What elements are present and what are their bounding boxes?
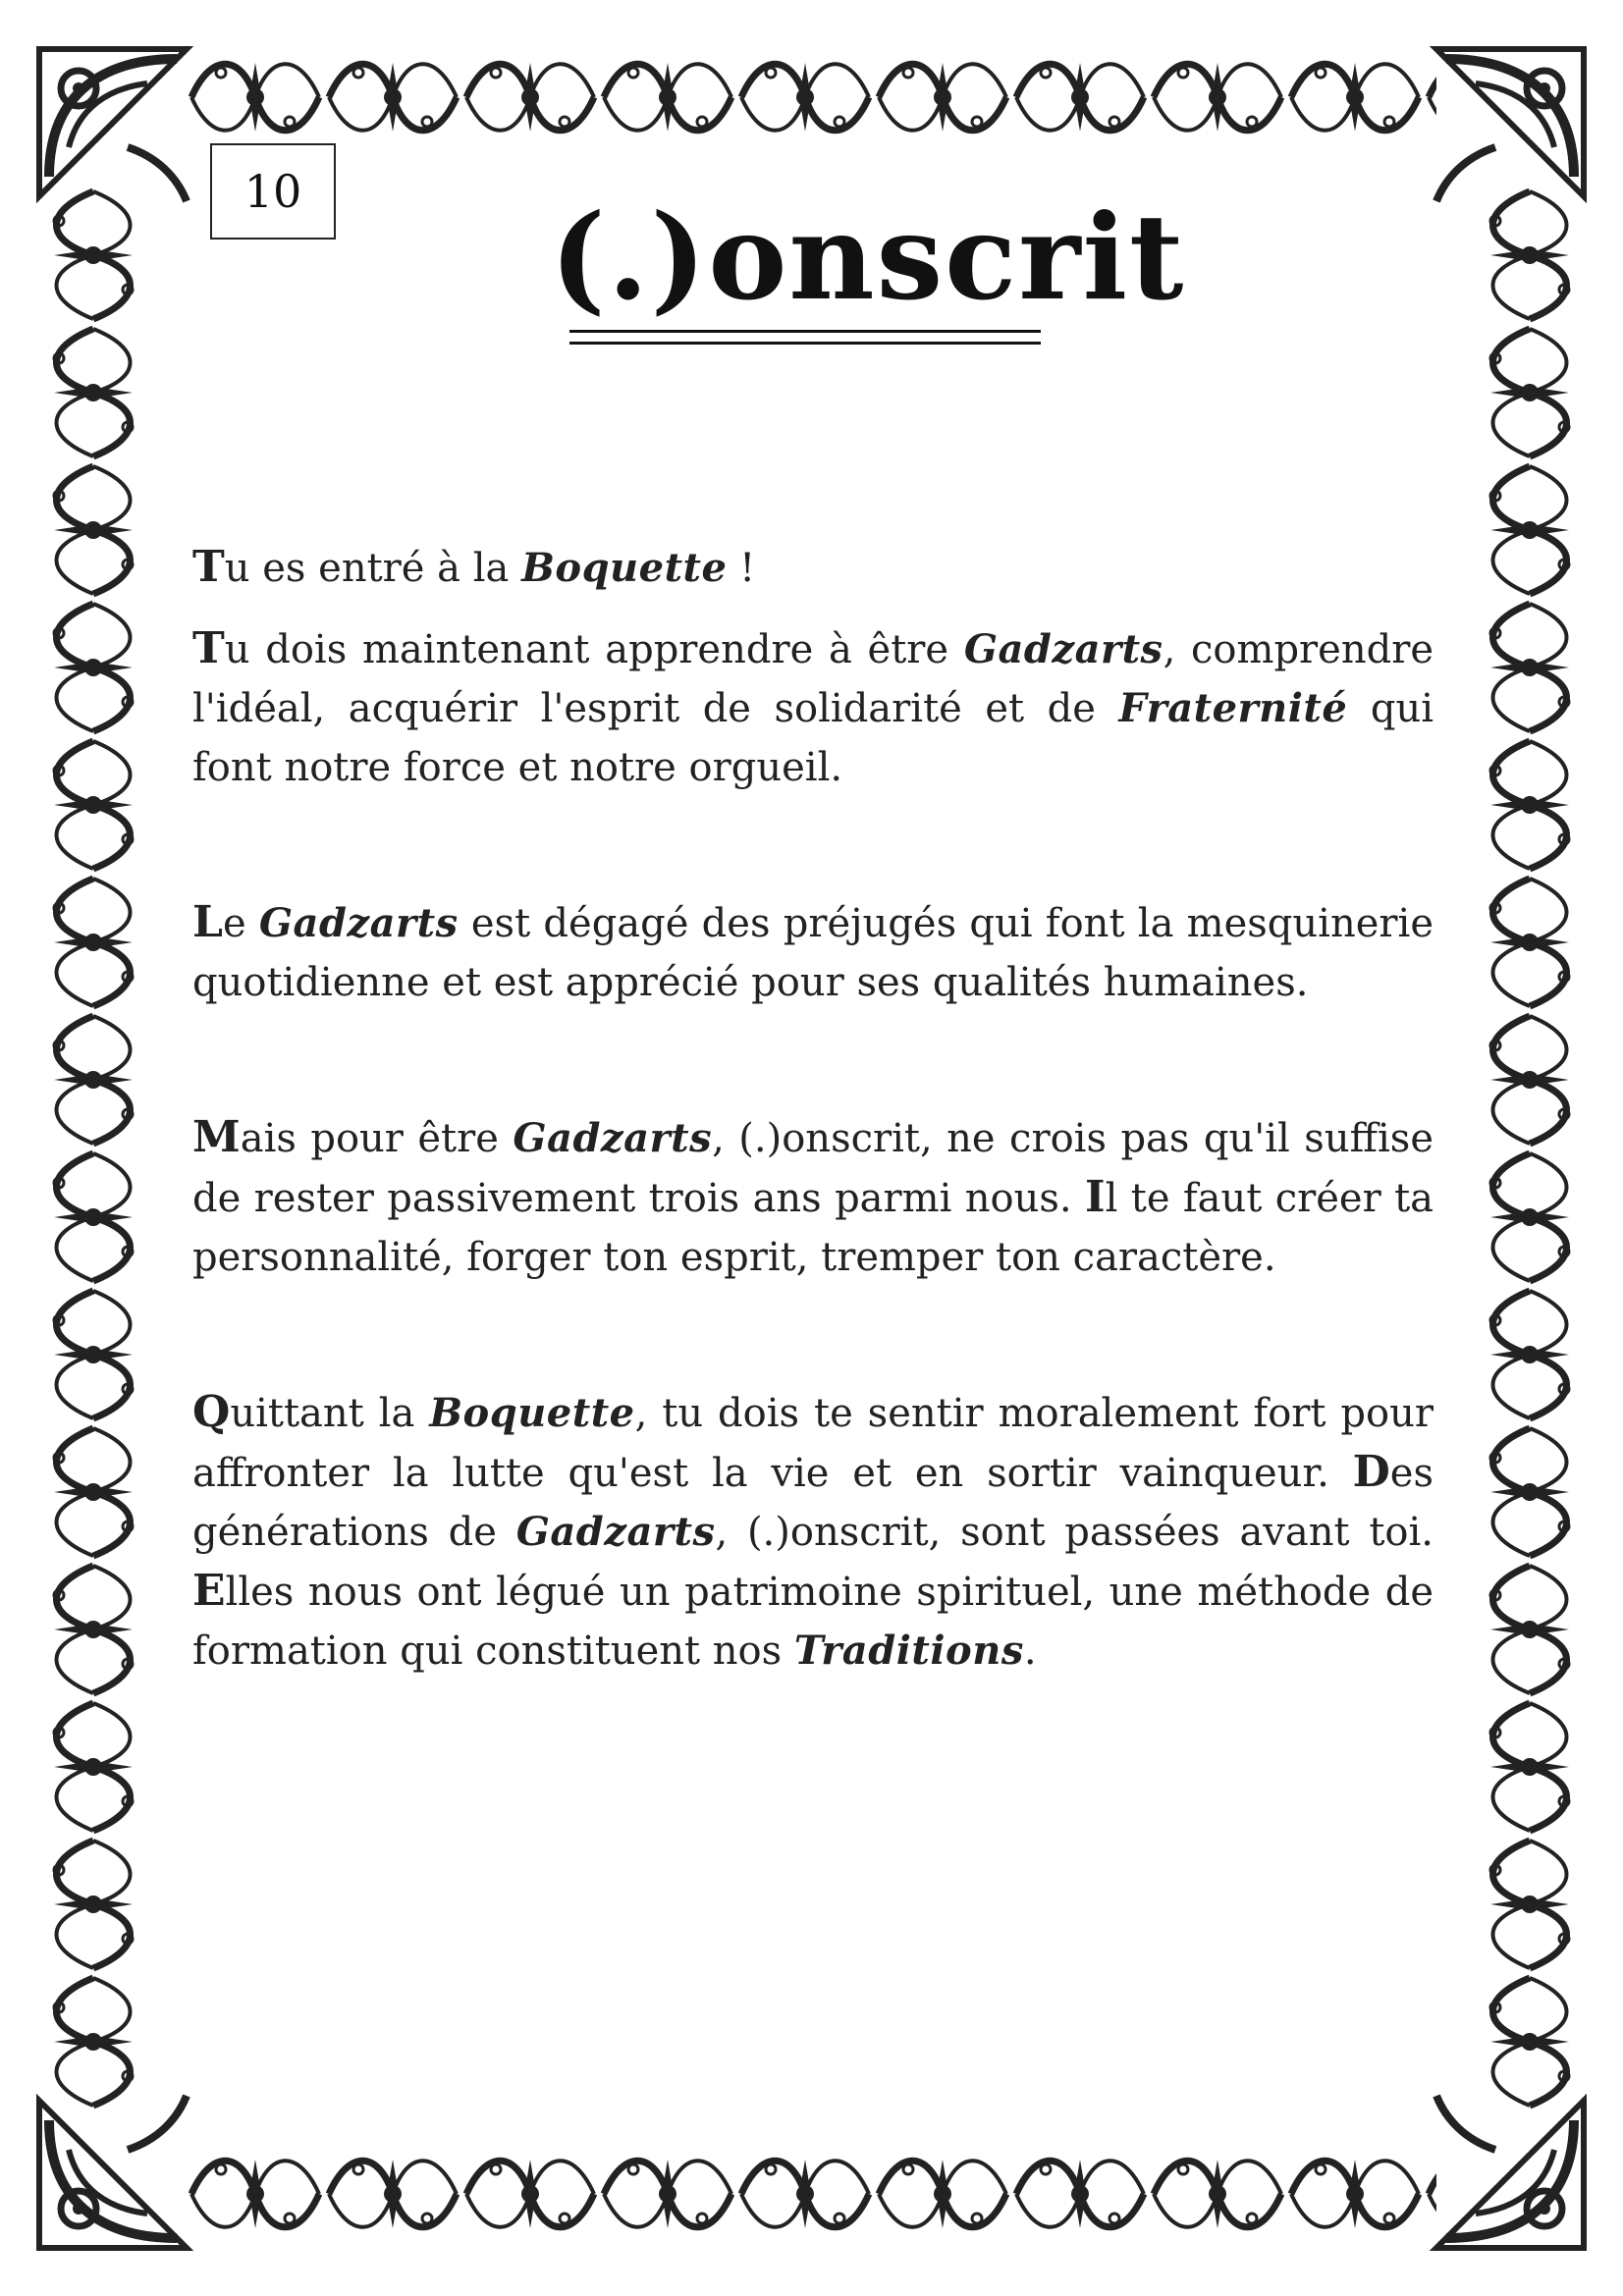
title-underline [569,342,1041,345]
paragraph: Le Gadzarts est dégagé des préjugés qui font la mesquinerie quotidienne et est apprécié pour ses qualités humaines. [192,897,1434,1005]
page-title: (.)onscrit [550,188,1186,327]
corner-flourish-icon [1417,29,1603,216]
corner-flourish-icon [20,2081,206,2268]
right-border-ornament-icon [1466,187,1594,2110]
corner-flourish-icon [1417,2081,1603,2268]
bottom-border-ornament-icon [187,2140,1436,2248]
top-border-ornament-icon [187,43,1436,151]
paragraph: Tu dois maintenant apprendre à être Gadzarts, comprendre l'idéal, acquérir l'esprit de solidarité et de Fraternité qui font notre force et notre orgueil. [192,623,1434,790]
paragraph: Quittant la Boquette, tu dois te sentir moralement fort pour affronter la lutte qu'est la vie et en sortir vainqueur. Des générations de Gadzarts, (.)onscrit, sont passées avant toi. Elles nous ont légué un patrimoine spirituel, une méthode de formation qui constituent nos Traditions. [192,1387,1434,1674]
corner-flourish-icon [20,29,206,216]
body-text [192,538,1434,1681]
left-border-ornament-icon [29,187,157,2110]
paragraph: Tu es entré à la Boquette ! [192,542,756,592]
paragraph: Mais pour être Gadzarts, (.)onscrit, ne crois pas qu'il suffise de rester passivement trois ans parmi nous. Il te faut créer ta personnalité, forger ton esprit, tremper ton caractère. [192,1112,1434,1280]
page-number: 10 [210,143,336,240]
title-underline [569,330,1041,333]
